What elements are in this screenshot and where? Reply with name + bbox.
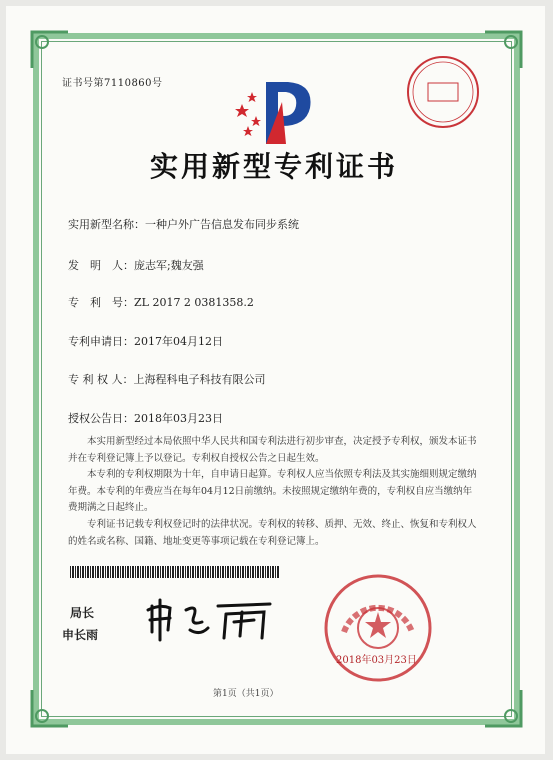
corner-ornament-bottom-left <box>30 688 70 728</box>
corner-ornament-top-right <box>483 30 523 70</box>
barcode <box>70 566 280 578</box>
field-value: ZL 2017 2 0381358.2 <box>134 296 254 309</box>
paragraph-grant: 本实用新型经过本局依照中华人民共和国专利法进行初步审查，决定授予专利权，颁发本证书并在专利登记簿上予以登记。专利权自授权公告之日起生效。 <box>68 436 477 464</box>
field-inventor <box>68 257 204 273</box>
field-label: 授权公告日： <box>68 412 134 425</box>
page-number: 第1页（共1页） <box>213 689 279 699</box>
patent-office-logo <box>226 74 326 150</box>
field-value: 2017年04月12日 <box>134 335 223 348</box>
paragraph-term: 本专利的专利权期限为十年，自申请日起算。专利权人应当依照专利法及其实施细则规定缴纳年费。本专利的年费应当在每年04月12日前缴纳。未按照规定缴纳年费的，专利权自应当缴纳年费期满之日起终止。 <box>68 469 477 513</box>
official-seal <box>322 572 434 688</box>
field-grant-date <box>68 410 223 426</box>
corner-ornament-top-left <box>30 30 70 70</box>
field-label: 专 利 号： <box>68 296 134 309</box>
field-patent-number <box>68 294 254 310</box>
field-label: 专 利 权 人： <box>68 373 134 386</box>
director-signature <box>146 596 276 646</box>
certificate-title: 实用新型专利证书 <box>150 150 399 183</box>
director-name: 申长雨 <box>62 628 99 642</box>
field-patentee <box>68 371 266 387</box>
field-name <box>68 216 299 232</box>
director-title: 局长 <box>70 606 95 620</box>
seal-date: 2018年03月23日 <box>336 655 417 666</box>
field-value: 一种户外广告信息发布同步系统 <box>145 218 299 231</box>
corner-ornament-bottom-right <box>483 688 523 728</box>
field-label: 发 明 人： <box>68 259 134 272</box>
field-label: 实用新型名称： <box>68 218 145 231</box>
field-value: 上海程科电子科技有限公司 <box>133 373 266 386</box>
certificate-number: 证书号第7110860号 <box>62 78 163 89</box>
paragraph-legal-status: 专利证书记载专利权登记时的法律状况。专利权的转移、质押、无效、终止、恢复和专利权人的姓名或名称、国籍、地址变更等事项记载在专利登记簿上。 <box>68 519 477 547</box>
field-value: 庞志军;魏友强 <box>134 259 204 272</box>
agency-stamp <box>404 53 482 135</box>
field-value: 2018年03月23日 <box>134 412 223 425</box>
field-application-date <box>68 333 223 349</box>
field-label: 专利申请日： <box>68 335 134 348</box>
